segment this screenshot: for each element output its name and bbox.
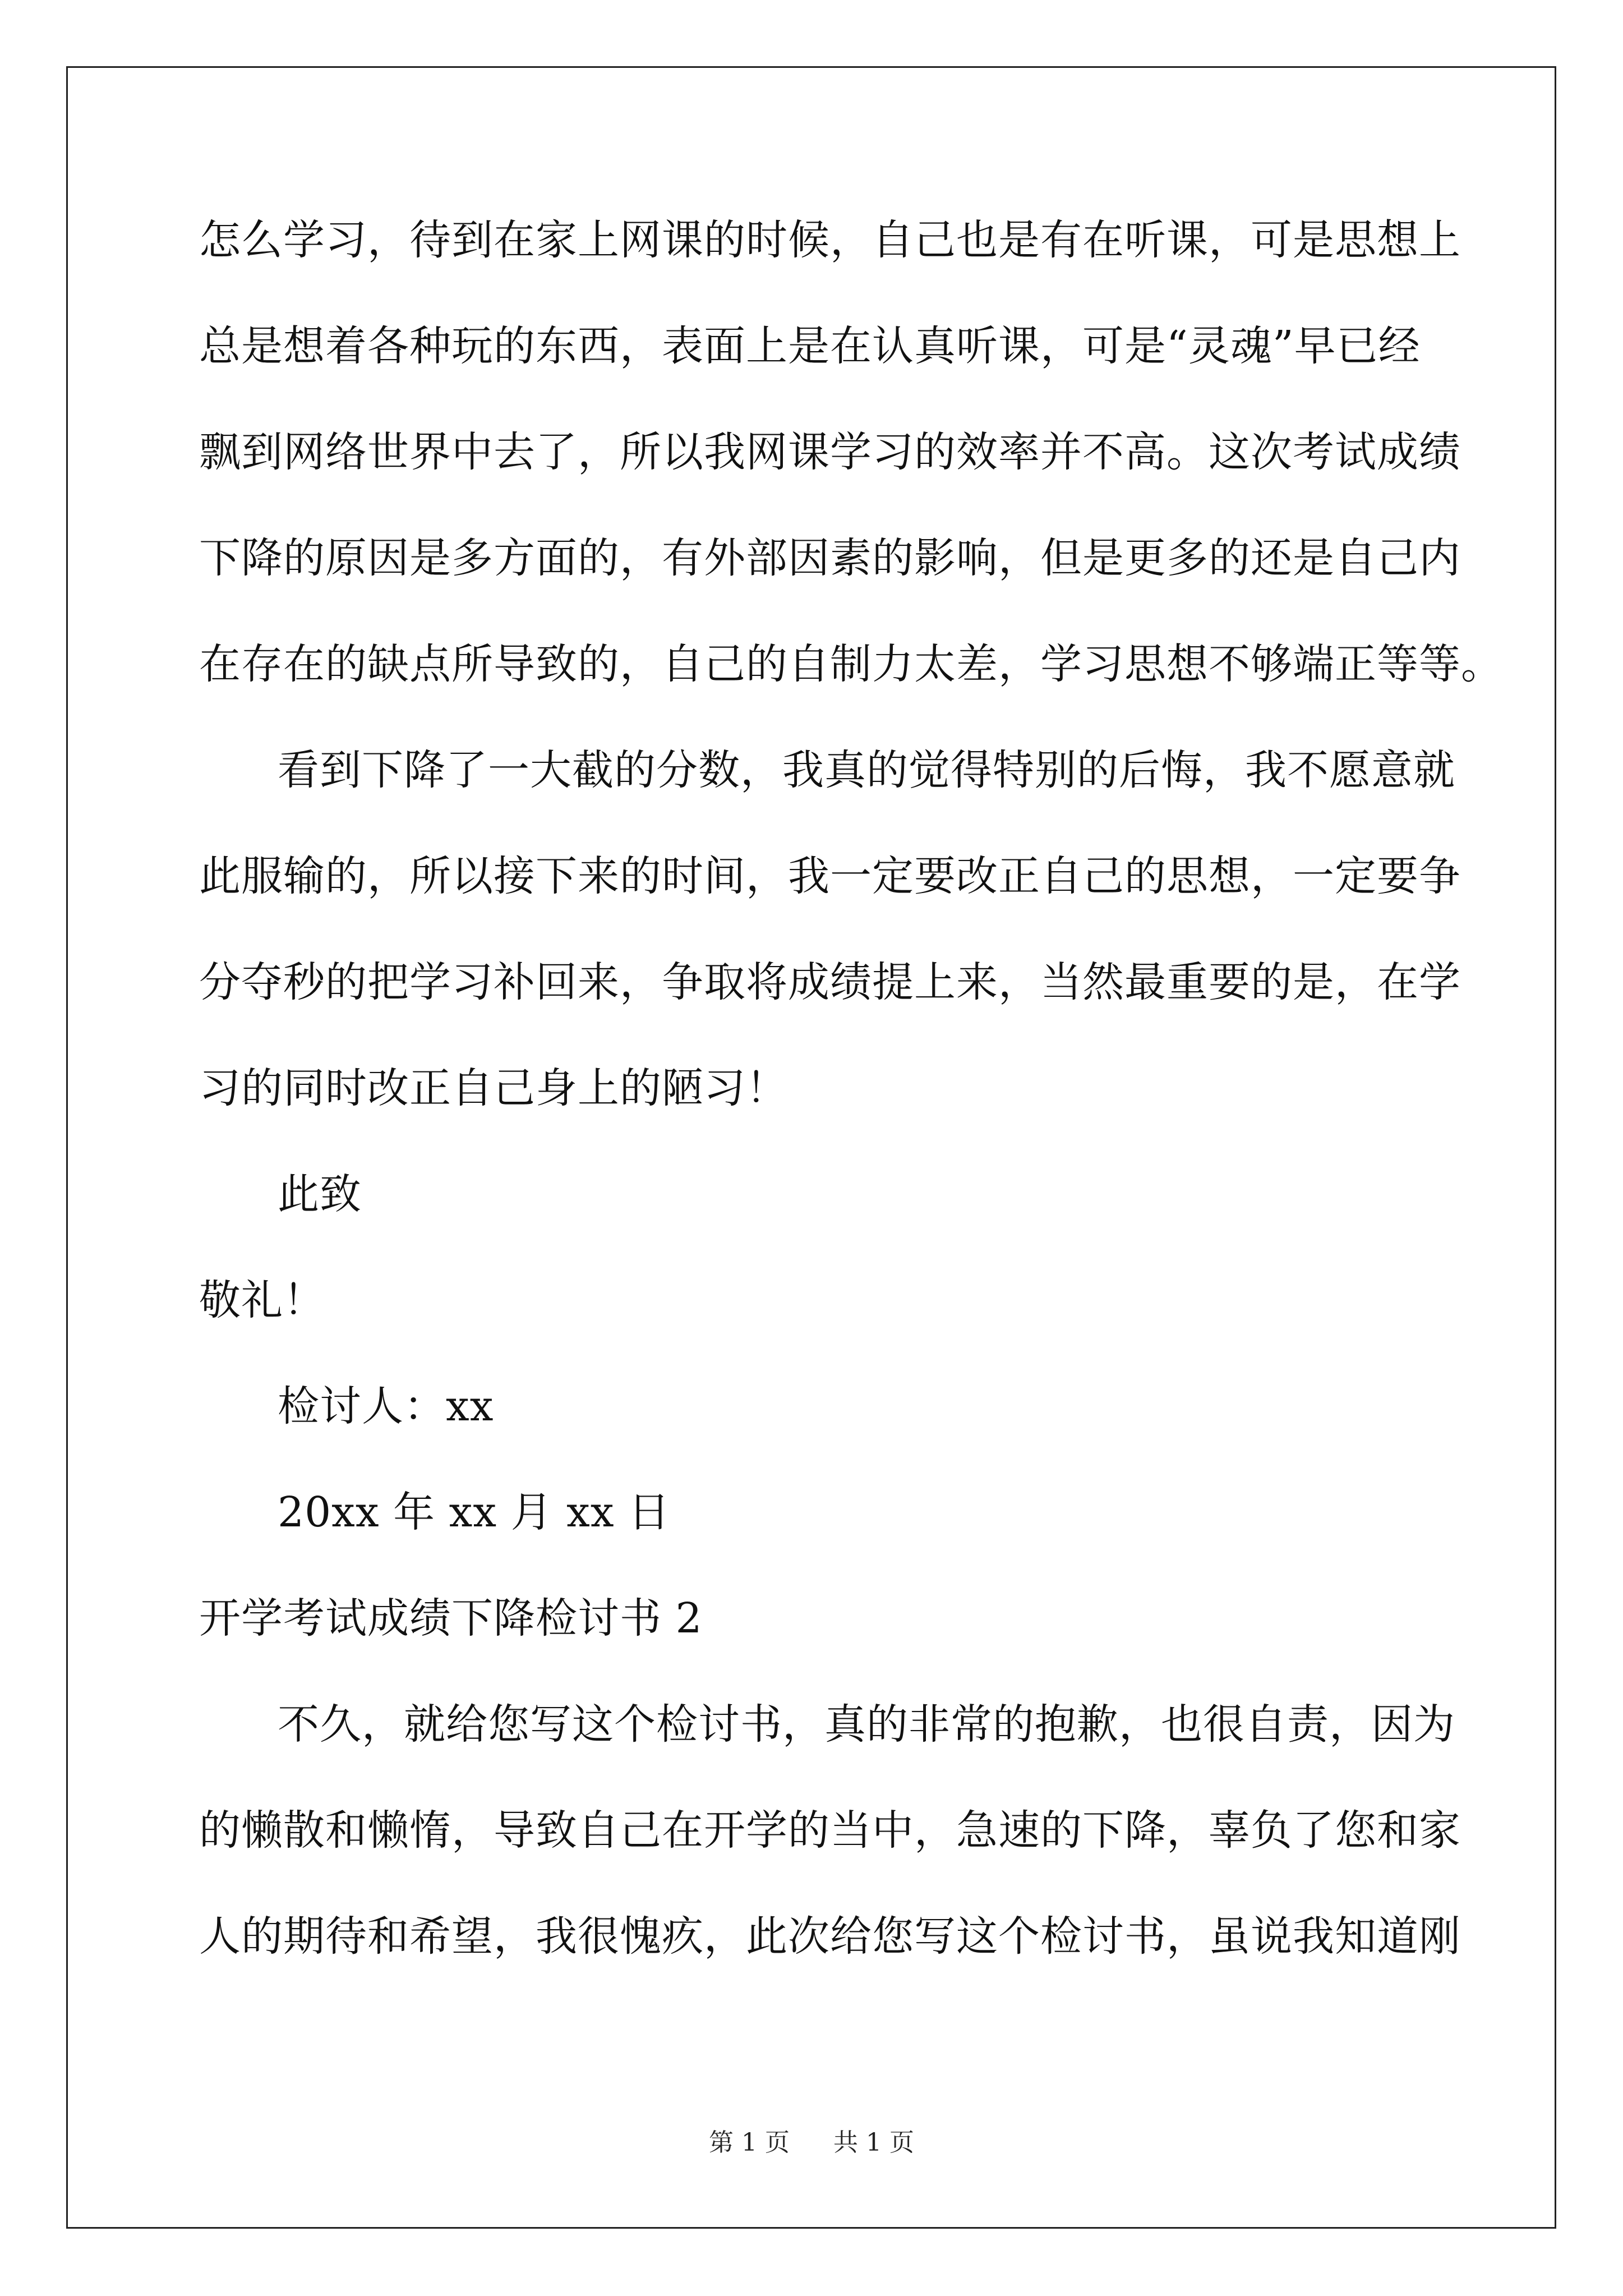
signature-line: 检讨人：xx (278, 1382, 494, 1430)
text-line: 在存在的缺点所导致的，自己的自制力太差，学习思想不够端正等等。 (199, 640, 1503, 688)
page-number-current: 第 1 页 (709, 2128, 790, 2157)
text-line: 下降的原因是多方面的，有外部因素的影响，但是更多的还是自己内 (199, 534, 1461, 582)
text-line: 人的期待和希望，我很愧疚，此次给您写这个检讨书，虽说我知道刚 (199, 1912, 1461, 1961)
page-border (66, 66, 1556, 2229)
closing-respect: 敬礼！ (199, 1276, 325, 1324)
page-footer (0, 2126, 1623, 2160)
text-line: 怎么学习，待到在家上网课的时候，自己也是有在听课，可是思想上 (199, 216, 1461, 264)
text-line: 分夺秒的把学习补回来，争取将成绩提上来，当然最重要的是，在学 (199, 958, 1461, 1006)
text-line: 总是想着各种玩的东西，表面上是在认真听课，可是“灵魂”早已经 (199, 322, 1421, 370)
closing-salutation: 此致 (278, 1170, 362, 1218)
text-line: 的懒散和懒惰，导致自己在开学的当中，急速的下降，辜负了您和家 (199, 1806, 1461, 1855)
date-line: 20xx 年 xx 月 xx 日 (278, 1488, 671, 1536)
text-line: 不久，就给您写这个检讨书，真的非常的抱歉，也很自责，因为 (278, 1700, 1455, 1749)
text-line: 此服输的，所以接下来的时间，我一定要改正自己的思想，一定要争 (199, 852, 1461, 900)
text-line: 飘到网络世界中去了，所以我网课学习的效率并不高。这次考试成绩 (199, 428, 1461, 476)
page-number-total: 共 1 页 (833, 2128, 914, 2157)
section-title: 开学考试成绩下降检讨书 2 (199, 1594, 703, 1642)
text-line: 习的同时改正自己身上的陋习！ (199, 1064, 788, 1112)
text-line: 看到下降了一大截的分数，我真的觉得特别的后悔，我不愿意就 (278, 746, 1455, 794)
